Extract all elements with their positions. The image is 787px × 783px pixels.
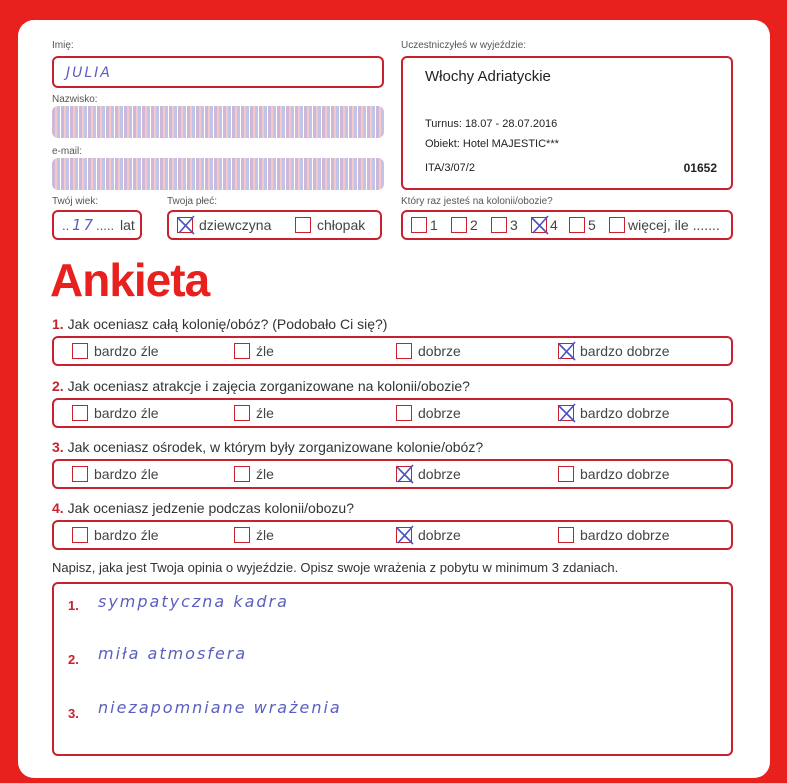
checkbox-icon[interactable] <box>558 466 574 482</box>
opinion-line-number: 3. <box>68 706 79 721</box>
answer-option-label: dobrze <box>418 527 461 543</box>
question-label: Jak oceniasz ośrodek, w którym były zorganizowane kolonie/obóz? <box>67 439 484 455</box>
count-option-more[interactable]: więcej, ile ....... <box>609 217 720 233</box>
answer-option-label: źle <box>256 405 274 421</box>
checkbox-checked-icon[interactable] <box>531 217 547 233</box>
answer-option-label: bardzo dobrze <box>580 466 670 482</box>
age-value: 17 <box>72 216 96 234</box>
opinion-prompt: Napisz, jaka jest Twoja opinia o wyjeździe. Opisz swoje wrażenia z pobytu w minimum 3 zdaniach. <box>52 560 619 575</box>
email-label: e-mail: <box>52 146 83 157</box>
count-option-4[interactable]: 4 <box>531 217 558 233</box>
checkbox-icon[interactable] <box>491 217 507 233</box>
answer-option[interactable] <box>72 405 159 421</box>
trip-number: 01652 <box>683 161 717 175</box>
answer-option[interactable] <box>558 343 670 359</box>
opinion-line-text: sympatyczna kadra <box>98 592 289 611</box>
name-field[interactable] <box>52 56 384 88</box>
count-option-2[interactable]: 2 <box>451 217 478 233</box>
checkbox-icon[interactable] <box>396 405 412 421</box>
answer-option-label: bardzo źle <box>94 405 159 421</box>
answer-option[interactable] <box>72 343 159 359</box>
trip-turnus: Turnus: 18.07 - 28.07.2016 <box>425 118 558 130</box>
checkbox-icon[interactable] <box>72 405 88 421</box>
question-label: Jak oceniasz jedzenie podczas kolonii/obozu? <box>67 500 354 516</box>
checkbox-icon[interactable] <box>72 343 88 359</box>
answer-option[interactable] <box>558 466 670 482</box>
age-label: Twój wiek: <box>52 196 99 207</box>
gender-option-girl[interactable] <box>177 217 271 233</box>
answer-option[interactable] <box>558 527 670 543</box>
trip-label: Uczestniczyłeś w wyjeździe: <box>401 40 527 51</box>
answer-option-label: źle <box>256 466 274 482</box>
checkbox-icon[interactable] <box>569 217 585 233</box>
checkbox-checked-icon[interactable] <box>558 405 574 421</box>
surname-label: Nazwisko: <box>52 94 98 105</box>
age-unit: lat <box>120 217 135 233</box>
answer-row <box>52 459 733 489</box>
trip-destination: Włochy Adriatyckie <box>425 68 551 85</box>
question-label: Jak oceniasz całą kolonię/obóz? (Podobało Ci się?) <box>67 316 388 332</box>
survey-sheet <box>18 20 770 778</box>
opinion-line-text: miła atmosfera <box>98 644 248 663</box>
checkbox-icon[interactable] <box>451 217 467 233</box>
answer-option[interactable] <box>234 466 274 482</box>
question-number: 2. <box>52 378 64 394</box>
gender-option-boy[interactable] <box>295 217 365 233</box>
answer-option-label: dobrze <box>418 343 461 359</box>
checkbox-icon[interactable] <box>558 527 574 543</box>
checkbox-icon[interactable] <box>295 217 311 233</box>
checkbox-icon[interactable] <box>234 527 250 543</box>
answer-option-label: bardzo źle <box>94 343 159 359</box>
trip-obiekt: Obiekt: Hotel MAJESTIC*** <box>425 138 559 150</box>
answer-option[interactable] <box>72 466 159 482</box>
page-title: Ankieta <box>50 254 210 306</box>
opinion-line-text: niezapomniane wrażenia <box>98 698 342 717</box>
question-label: Jak oceniasz atrakcje i zajęcia zorganizowane na kolonii/obozie? <box>67 378 470 394</box>
answer-row <box>52 336 733 366</box>
gender-label: Twoja płeć: <box>167 196 218 207</box>
count-option-3[interactable]: 3 <box>491 217 518 233</box>
email-field-redacted <box>52 158 384 190</box>
trip-code: ITA/3/07/2 <box>425 162 475 174</box>
count-option-1[interactable]: 1 <box>411 217 438 233</box>
answer-option[interactable] <box>234 405 274 421</box>
answer-option-label: bardzo źle <box>94 527 159 543</box>
count-option-5[interactable]: 5 <box>569 217 596 233</box>
question-number: 3. <box>52 439 64 455</box>
answer-option[interactable] <box>396 466 461 482</box>
name-label: Imię: <box>52 40 74 51</box>
question-number: 1. <box>52 316 64 332</box>
answer-option[interactable] <box>558 405 670 421</box>
gender-field <box>167 210 382 240</box>
question-text <box>52 316 387 332</box>
question-text <box>52 439 483 455</box>
answer-row <box>52 520 733 550</box>
count-field <box>401 210 733 240</box>
answer-option-label: bardzo dobrze <box>580 527 670 543</box>
checkbox-icon[interactable] <box>234 405 250 421</box>
answer-option-label: bardzo dobrze <box>580 405 670 421</box>
answer-option[interactable] <box>396 343 461 359</box>
checkbox-icon[interactable] <box>234 343 250 359</box>
answer-option-label: bardzo dobrze <box>580 343 670 359</box>
checkbox-checked-icon[interactable] <box>558 343 574 359</box>
age-field[interactable]: .. 17 ..... lat <box>52 210 142 240</box>
answer-option-label: bardzo źle <box>94 466 159 482</box>
question-number: 4. <box>52 500 64 516</box>
answer-option[interactable] <box>396 405 461 421</box>
checkbox-checked-icon[interactable] <box>396 527 412 543</box>
gender-option-label: dziewczyna <box>199 217 272 233</box>
answer-option-label: dobrze <box>418 466 461 482</box>
answer-row <box>52 398 733 428</box>
answer-option[interactable] <box>396 527 461 543</box>
checkbox-icon[interactable] <box>72 466 88 482</box>
checkbox-icon[interactable] <box>234 466 250 482</box>
answer-option-label: źle <box>256 343 274 359</box>
question-text <box>52 378 470 394</box>
surname-field-redacted <box>52 106 384 138</box>
gender-option-label: chłopak <box>317 217 366 233</box>
checkbox-icon[interactable] <box>411 217 427 233</box>
opinion-line-number: 1. <box>68 598 79 613</box>
checkbox-icon[interactable] <box>72 527 88 543</box>
answer-option[interactable] <box>72 527 159 543</box>
trip-info-box <box>401 56 733 190</box>
count-label: Który raz jesteś na kolonii/obozie? <box>401 196 553 207</box>
opinion-box[interactable] <box>52 582 733 756</box>
name-value: JULIA <box>66 65 112 81</box>
opinion-line-number: 2. <box>68 652 79 667</box>
checkbox-checked-icon[interactable] <box>177 217 193 233</box>
question-text <box>52 500 354 516</box>
answer-option-label: źle <box>256 527 274 543</box>
checkbox-checked-icon[interactable] <box>396 466 412 482</box>
answer-option-label: dobrze <box>418 405 461 421</box>
checkbox-icon[interactable] <box>609 217 625 233</box>
checkbox-icon[interactable] <box>396 343 412 359</box>
answer-option[interactable] <box>234 343 274 359</box>
answer-option[interactable] <box>234 527 274 543</box>
